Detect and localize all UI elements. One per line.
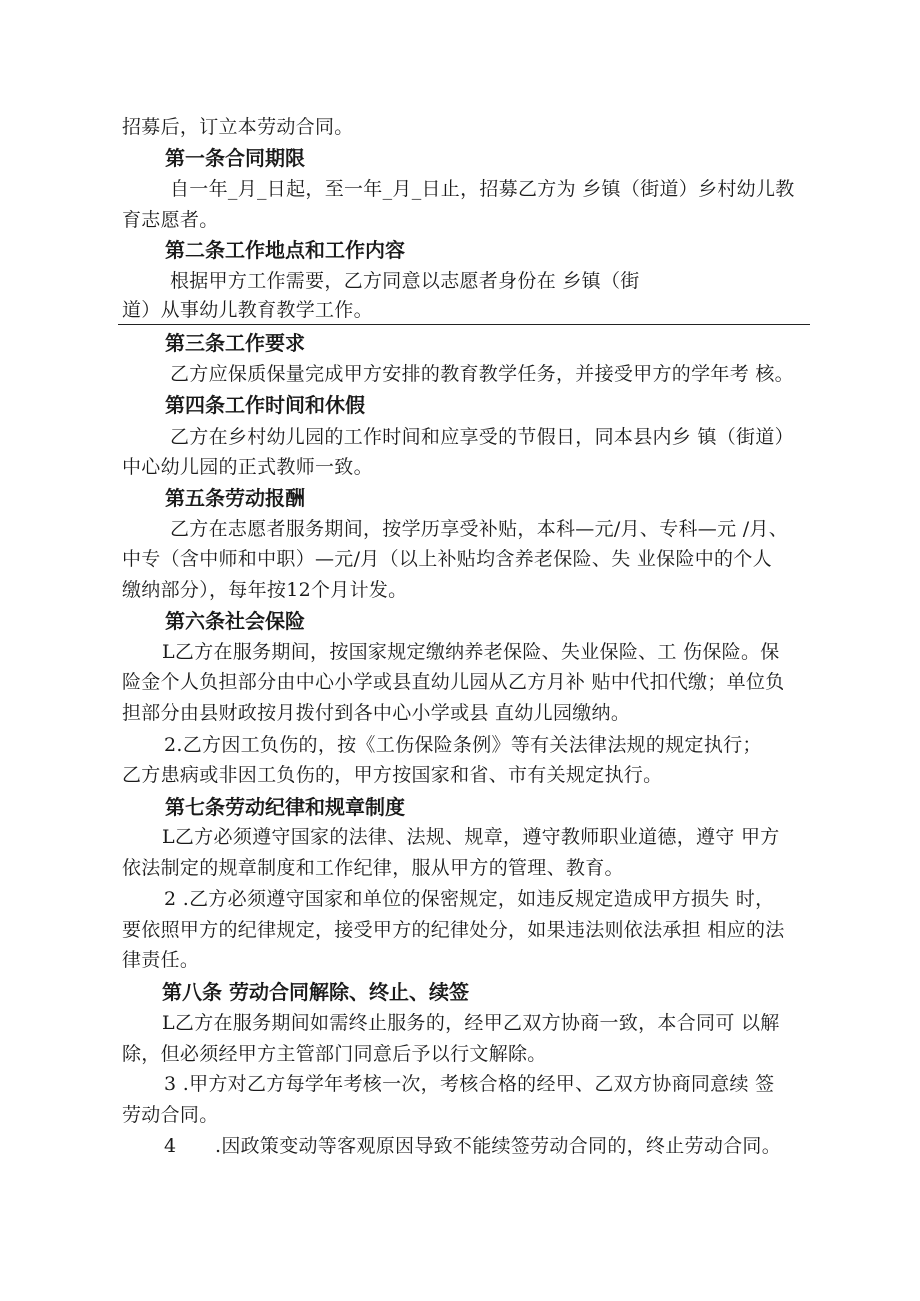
article-1-line-1: 自一年_月_日起，至一年_月_日止，招募乙方为 乡镇（街道）乡村幼儿教 [170,178,795,200]
article-3-line-1: 乙方应保质保量完成甲方安排的教育教学任务，并接受甲方的学年考 核。 [170,363,794,385]
article-2-heading: 第二条工作地点和工作内容 [165,238,405,262]
article-1-heading: 第一条合同期限 [165,146,305,170]
article-8-heading: 第八条 劳动合同解除、终止、续签 [162,980,469,1004]
article-6-line-2: 险金个人负担部分由中心小学或县直幼儿园从乙方月补 贴中代扣代缴；单位负 [122,671,785,693]
article-6-line-3: 担部分由县财政按月拨付到各中心小学或县 直幼儿园缴纳。 [122,702,631,724]
article-8-line-2: 除，但必须经甲方主管部门同意后予以行文解除。 [122,1043,547,1065]
article-4-line-2: 中心幼儿园的正式教师一致。 [122,456,373,478]
article-2-line-2: 道）从事幼儿教育教学工作。 [122,299,373,321]
article-8-line-1: L乙方在服务期间如需终止服务的，经甲乙双方协商一致，本合同可 以解 [162,1012,780,1034]
article-1-line-2: 育志愿者。 [122,209,219,231]
article-8-line-3: 3 .甲方对乙方每学年考核一次，考核合格的经甲、乙双方协商同意续 签 [164,1073,775,1095]
article-7-line-3: 2 .乙方必须遵守国家和单位的保密规定，如违反规定造成甲方损失 时， [164,888,775,910]
article-7-line-4: 要依照甲方的纪律规定，接受甲方的纪律处分，如果违法则依法承担 相应的法 [122,919,785,941]
article-6-heading: 第六条社会保险 [165,609,305,633]
article-2-line-1: 根据甲方工作需要，乙方同意以志愿者身份在 乡镇（街 [170,270,640,292]
article-6-line-4: 2.乙方因工负伤的，按《工伤保险条例》等有关法律法规的规定执行； [164,734,762,756]
article-7-line-1: L乙方必须遵守国家的法律、法规、规章，遵守教师职业道德，遵守 甲方 [162,826,780,848]
article-6-line-1: L乙方在服务期间，按国家规定缴纳养老保险、失业保险、工 伤保险。保 [162,641,780,663]
article-5-line-2: 中专（含中师和中职）—元/月（以上补贴均含养老保险、失 业保险中的个人 [122,548,772,570]
article-8-line-5: 4 .因政策变动等客观原因导致不能续签劳动合同的，终止劳动合同。 [164,1135,782,1157]
horizontal-divider [118,324,810,325]
article-7-line-2: 依法制定的规章制度和工作纪律，服从甲方的管理、教育。 [122,857,624,879]
article-7-heading: 第七条劳动纪律和规章制度 [165,795,405,819]
article-4-heading: 第四条工作时间和休假 [165,393,365,417]
article-4-line-1: 乙方在乡村幼儿园的工作时间和应享受的节假日，同本县内乡 镇（街道） [170,426,794,448]
article-5-line-1: 乙方在志愿者服务期间，按学历享受补贴，本科—元/月、专科—元 /月、 [170,518,789,540]
article-7-line-5: 律责任。 [122,949,200,971]
intro-tail-text: 招募后，订立本劳动合同。 [122,116,354,138]
article-6-line-5: 乙方患病或非因工负伤的，甲方按国家和省、市有关规定执行。 [122,764,663,786]
article-5-line-3: 缴纳部分），每年按12个月计发。 [122,579,408,601]
article-3-heading: 第三条工作要求 [165,331,305,355]
article-5-heading: 第五条劳动报酬 [165,486,305,510]
article-8-line-4: 劳动合同。 [122,1104,219,1126]
